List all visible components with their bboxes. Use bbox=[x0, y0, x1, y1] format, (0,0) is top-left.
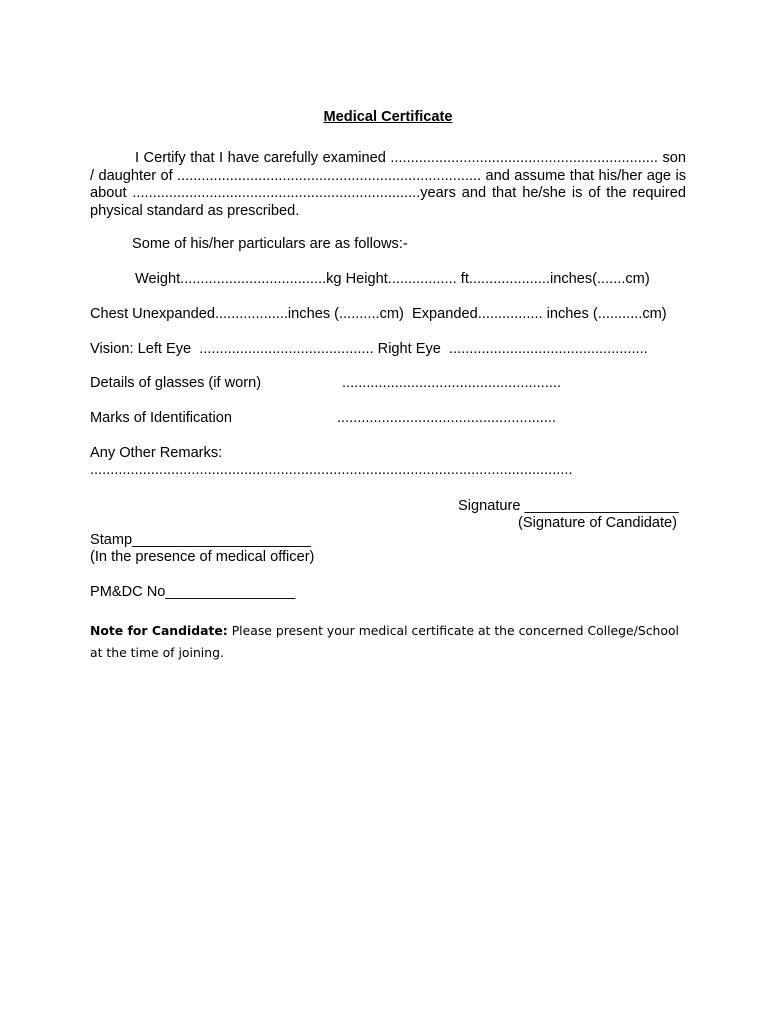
note-label: Note for Candidate: bbox=[90, 623, 228, 638]
signature-caption: (Signature of Candidate) bbox=[518, 515, 678, 531]
chest-line: Chest Unexpanded..................inches (..........cm) Expanded................ inches (...........cm) bbox=[90, 306, 667, 322]
vision-line: Vision: Left Eye ........................................... Right Eye ................................................. bbox=[90, 341, 648, 357]
signature-line: Signature ___________________ bbox=[458, 498, 679, 514]
remarks-label: Any Other Remarks: bbox=[90, 445, 223, 461]
page-title: Medical Certificate bbox=[323, 109, 453, 125]
certify-paragraph bbox=[90, 150, 686, 220]
glasses-dots: ...................................................... bbox=[342, 375, 561, 391]
certify-text: I Certify that I have carefully examined .................................................................. son / daughter of ........................................................................... and assume that his/her age is about .......................................................................years and that he/she is of the required physical standard as prescribed. bbox=[90, 150, 686, 219]
weight-height-line: Weight....................................kg Height................. ft....................inches(.......cm) bbox=[135, 271, 650, 287]
pmdc-line: PM&DC No________________ bbox=[90, 584, 296, 600]
glasses-label: Details of glasses (if worn) bbox=[90, 375, 262, 391]
stamp-line: Stamp______________________ bbox=[90, 532, 311, 548]
remarks-dots: ....................................................................................................................... bbox=[90, 462, 573, 478]
particulars-intro: Some of his/her particulars are as follows:- bbox=[132, 236, 408, 252]
candidate-note bbox=[90, 620, 690, 664]
marks-dots: ...................................................... bbox=[337, 410, 556, 426]
stamp-caption: (In the presence of medical officer) bbox=[90, 549, 315, 565]
note-text: Please present your medical certificate at the concerned College/School at the time of joining. bbox=[90, 623, 679, 660]
marks-label: Marks of Identification bbox=[90, 410, 232, 426]
